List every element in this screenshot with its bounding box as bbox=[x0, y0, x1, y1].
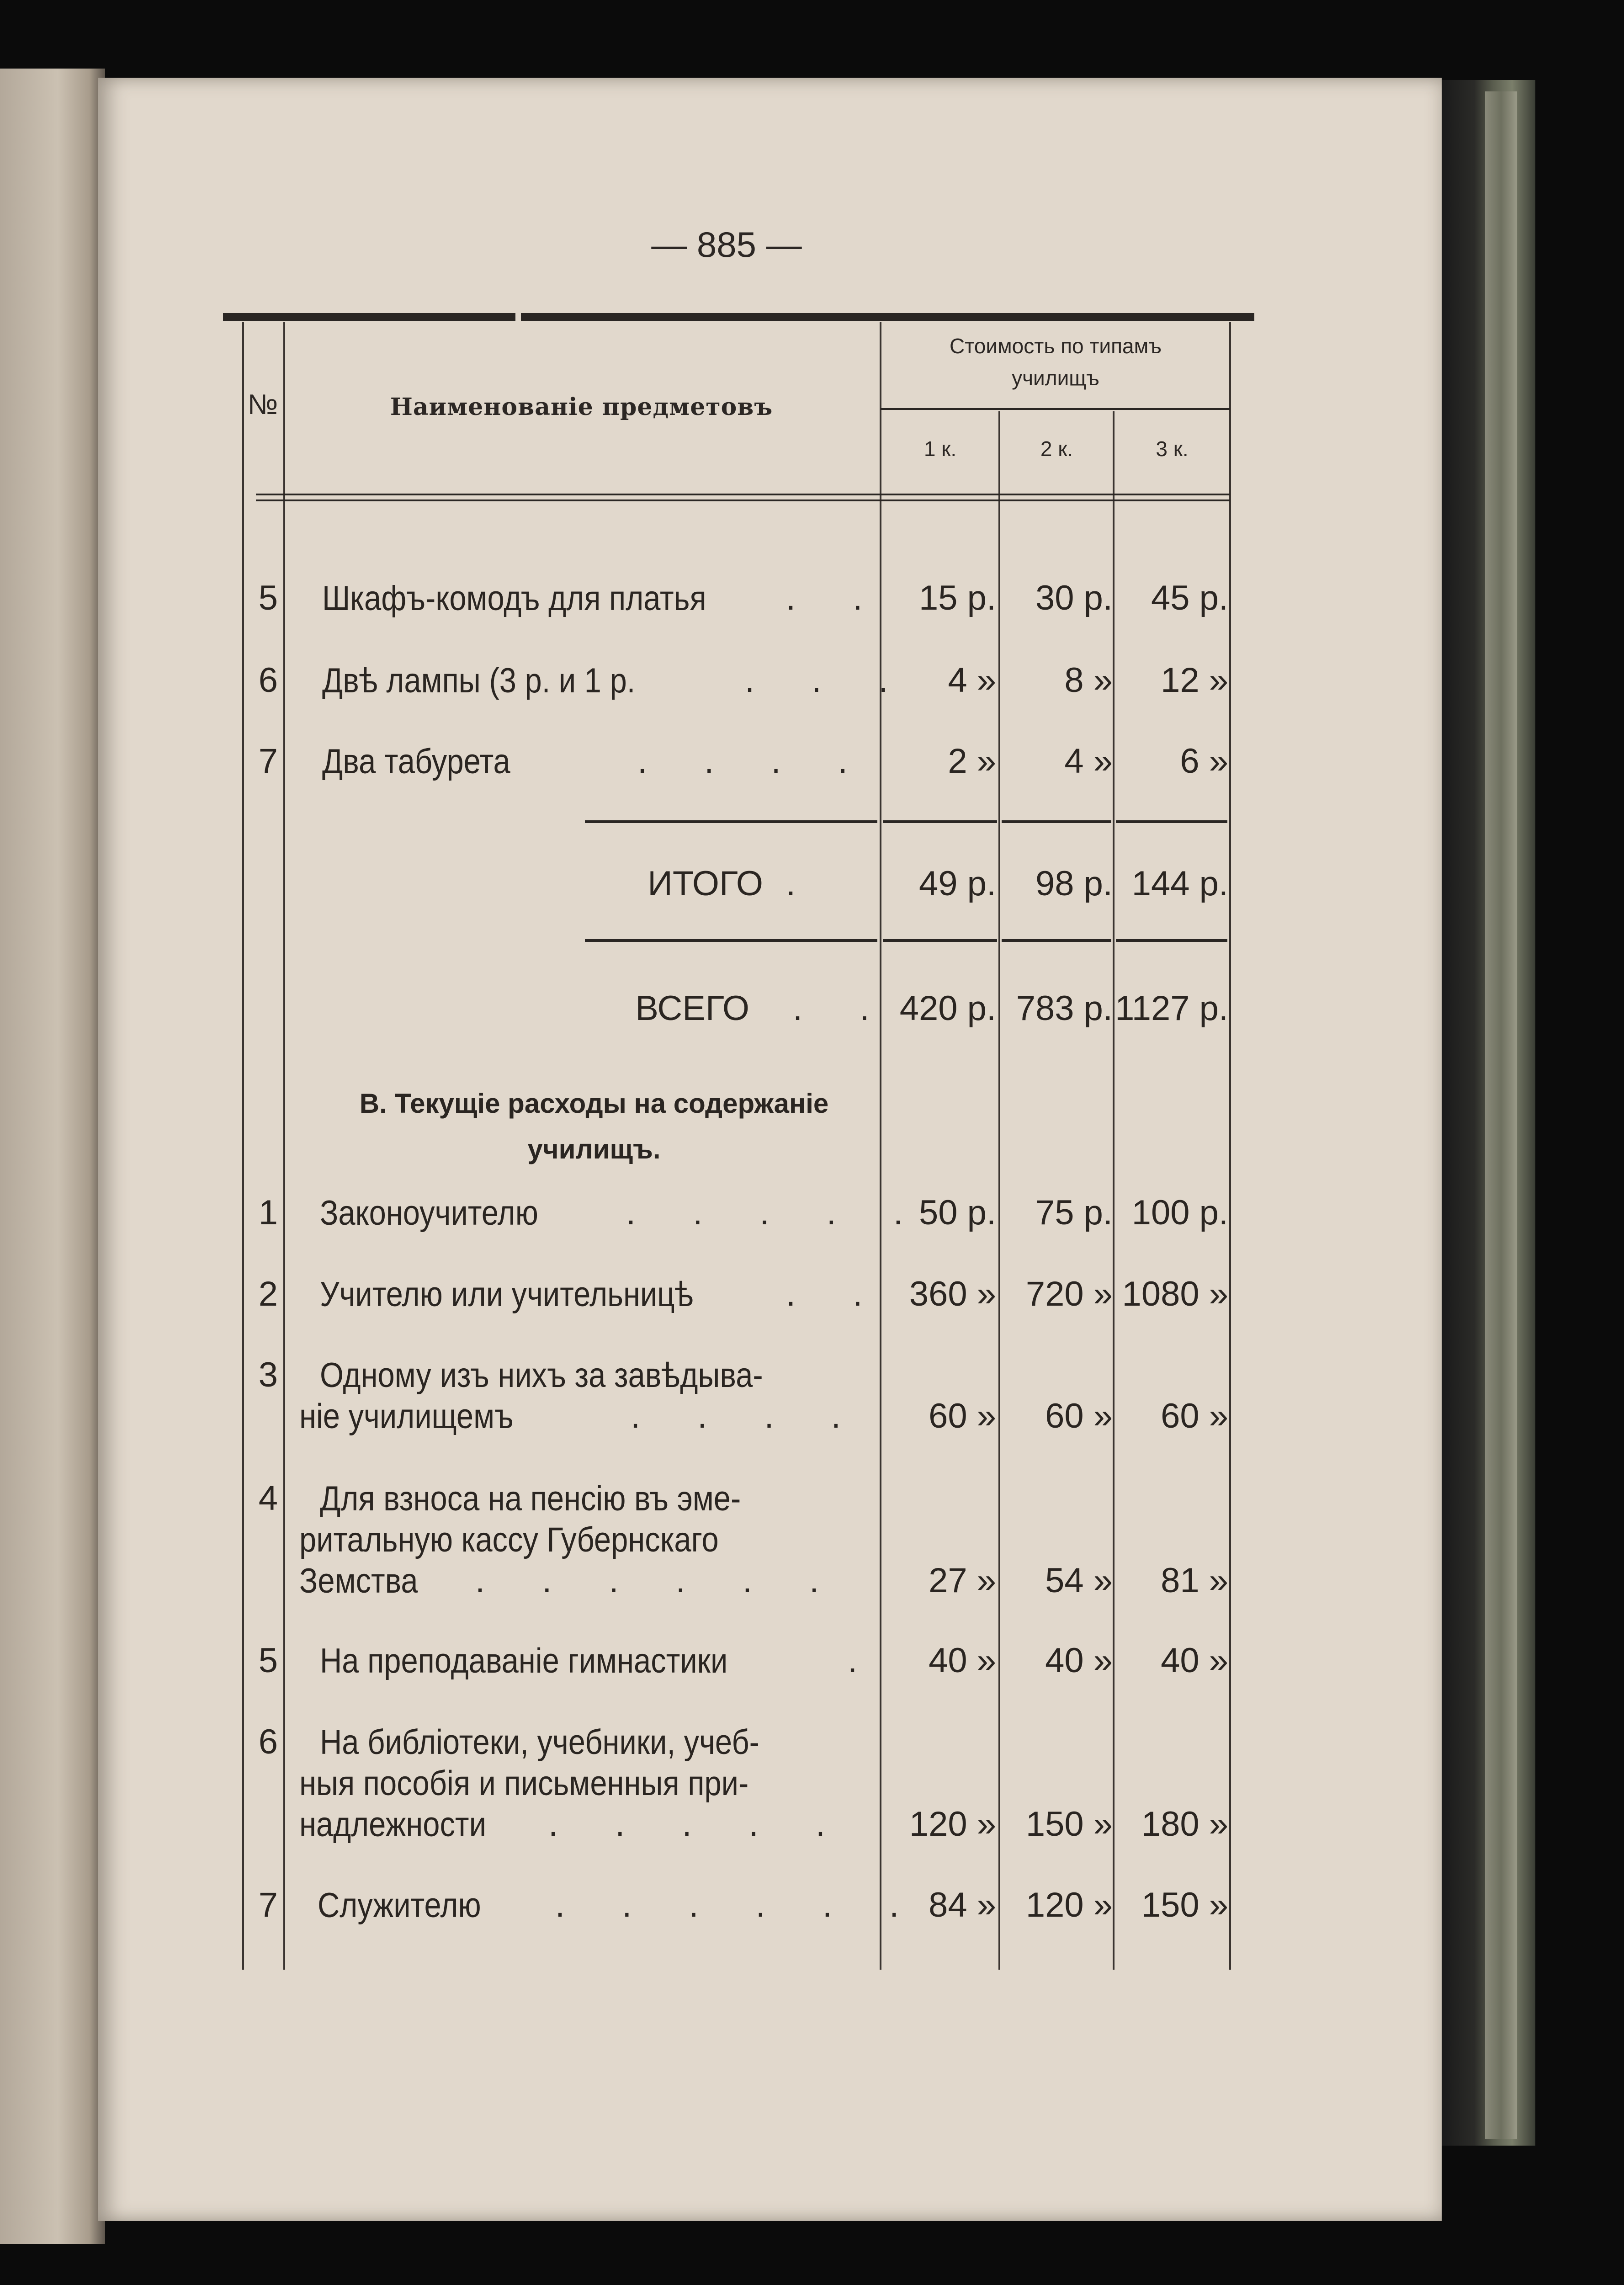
subtotal-rule bbox=[1002, 820, 1111, 823]
cost-1k: 360 » bbox=[909, 1275, 996, 1313]
item-name-line: Для взноса на пенсію въ эме- bbox=[320, 1479, 741, 1518]
section-b-title-line1: В. Текущіе расходы на содержаніе bbox=[359, 1088, 829, 1119]
total-rule bbox=[585, 939, 877, 942]
item-name-line: Земства bbox=[299, 1562, 418, 1600]
cost-1k: 40 » bbox=[929, 1641, 996, 1680]
leader-dots: . . . bbox=[745, 661, 912, 700]
cost-3k: 180 » bbox=[1141, 1805, 1228, 1844]
cost-3k: 1080 » bbox=[1122, 1275, 1228, 1313]
total-rule bbox=[1116, 939, 1227, 942]
header-col-2k: 2 к. bbox=[1040, 437, 1073, 461]
item-name-line: ритальную кассу Губернскаго bbox=[299, 1520, 719, 1559]
header-number: № bbox=[247, 389, 278, 420]
cost-2k: 8 » bbox=[1064, 661, 1113, 700]
item-name: Два табурета bbox=[322, 742, 510, 781]
subtotal-dot: . bbox=[786, 864, 796, 903]
header-cost-line2: училищъ bbox=[1012, 366, 1099, 390]
leader-dots: . . bbox=[786, 579, 886, 617]
leader-dots: . . . . . . bbox=[475, 1561, 843, 1600]
cost-2k: 720 » bbox=[1025, 1275, 1113, 1313]
cost-2k: 60 » bbox=[1045, 1397, 1113, 1435]
leader-dots: . . . . . bbox=[548, 1805, 849, 1844]
cost-1k: 27 » bbox=[929, 1561, 996, 1600]
cost-1k: 120 » bbox=[909, 1805, 996, 1844]
item-number: 5 bbox=[258, 1641, 278, 1680]
cost-3k: 45 р. bbox=[1151, 579, 1228, 617]
total-2k: 783 р. bbox=[1016, 989, 1113, 1028]
item-name-line: ніе училищемъ bbox=[299, 1397, 514, 1436]
leader-dots: . . . . bbox=[631, 1397, 865, 1435]
table-right-border bbox=[1229, 322, 1231, 1970]
cost-1k: 60 » bbox=[929, 1397, 996, 1435]
total-3k: 1127 р. bbox=[1115, 989, 1228, 1028]
item-number: 4 bbox=[258, 1479, 278, 1518]
cost-1k: 15 р. bbox=[918, 579, 996, 617]
table-top-rule-left bbox=[223, 313, 515, 321]
header-bottom-rule-2 bbox=[256, 500, 1230, 501]
item-number: 7 bbox=[258, 1886, 278, 1924]
item-name-line: На библіотеки, учебники, учеб- bbox=[320, 1723, 759, 1762]
total-label: ВСЕГО bbox=[635, 989, 749, 1028]
cost-1k: 4 » bbox=[948, 661, 996, 700]
leader-dots: . . . . . . bbox=[555, 1886, 923, 1924]
item-name-line: надлежности bbox=[299, 1805, 486, 1844]
cost-2k: 40 » bbox=[1045, 1641, 1113, 1680]
subtotal-rule bbox=[585, 820, 877, 823]
subtotal-rule bbox=[1116, 820, 1227, 823]
item-number: 6 bbox=[258, 1722, 278, 1761]
leader-dots: . . . . bbox=[637, 742, 871, 781]
subtotal-3k: 144 р. bbox=[1131, 864, 1228, 903]
cost-3k: 100 р. bbox=[1131, 1193, 1228, 1232]
cost-3k: 81 » bbox=[1161, 1561, 1228, 1600]
table-top-rule-right bbox=[521, 313, 1254, 321]
item-name: На преподаваніе гимнастики bbox=[320, 1642, 728, 1680]
total-rule bbox=[1002, 939, 1111, 942]
item-number: 7 bbox=[258, 742, 278, 781]
page-number: — 885 — bbox=[651, 224, 802, 265]
header-col-3k: 3 к. bbox=[1156, 437, 1189, 461]
item-number: 6 bbox=[258, 661, 278, 700]
cost-3k: 40 » bbox=[1161, 1641, 1228, 1680]
left-page-edge bbox=[0, 69, 105, 2244]
item-name: Служителю bbox=[318, 1886, 481, 1925]
subtotal-rule bbox=[883, 820, 997, 823]
section-b-title-line2: училищъ. bbox=[527, 1134, 661, 1164]
table-left-border bbox=[242, 322, 244, 1970]
cost-3k: 150 » bbox=[1141, 1886, 1228, 1924]
cost-2k: 54 » bbox=[1045, 1561, 1113, 1600]
total-1k: 420 р. bbox=[899, 989, 996, 1028]
item-name: Двѣ лампы (3 р. и 1 р. bbox=[322, 661, 636, 700]
subtotal-1k: 49 р. bbox=[918, 864, 996, 903]
cost-2k: 120 » bbox=[1025, 1886, 1113, 1924]
cost-2k: 150 » bbox=[1025, 1805, 1113, 1844]
cost-3k: 6 » bbox=[1180, 742, 1228, 781]
leader-dots: . . . . . bbox=[626, 1193, 927, 1232]
cost-3k: 12 » bbox=[1161, 661, 1228, 700]
item-number: 2 bbox=[258, 1275, 278, 1313]
item-name: Законоучителю bbox=[320, 1194, 538, 1233]
column-rule-c3 bbox=[1113, 411, 1115, 1970]
page-stack-edge bbox=[1485, 91, 1517, 2139]
item-name: Шкафъ-комодъ для платья bbox=[322, 579, 706, 618]
cost-2k: 4 » bbox=[1064, 742, 1113, 781]
column-rule-name bbox=[283, 322, 285, 1970]
cost-1k: 2 » bbox=[948, 742, 996, 781]
header-subrule bbox=[881, 408, 1230, 410]
header-bottom-rule-1 bbox=[256, 494, 1230, 495]
total-rule bbox=[883, 939, 997, 942]
subtotal-label: ИТОГО bbox=[647, 864, 763, 903]
leader-dots: . . bbox=[793, 989, 893, 1028]
item-name-line: ныя пособія и письменныя при- bbox=[299, 1764, 749, 1803]
item-number: 3 bbox=[258, 1355, 278, 1394]
header-cost-line1: Стоимость по типамъ bbox=[950, 334, 1162, 358]
cost-3k: 60 » bbox=[1161, 1397, 1228, 1435]
leader-dots: . . bbox=[786, 1275, 886, 1313]
cost-2k: 75 р. bbox=[1035, 1193, 1113, 1232]
header-col-1k: 1 к. bbox=[923, 437, 957, 461]
item-name-line: Одному изъ нихъ за завѣдыва- bbox=[320, 1356, 763, 1395]
item-number: 5 bbox=[258, 579, 278, 617]
column-rule-c2 bbox=[998, 411, 1000, 1970]
cost-1k: 50 р. bbox=[918, 1193, 996, 1232]
item-number: 1 bbox=[258, 1193, 278, 1232]
cost-2k: 30 р. bbox=[1035, 579, 1113, 617]
cost-1k: 84 » bbox=[929, 1886, 996, 1924]
header-item-name: Наименованіе предметовъ bbox=[390, 393, 773, 421]
subtotal-2k: 98 р. bbox=[1035, 864, 1113, 903]
section-b-title bbox=[306, 1081, 882, 1172]
leader-dots: . bbox=[848, 1641, 881, 1680]
item-name: Учителю или учительницѣ bbox=[320, 1275, 694, 1314]
